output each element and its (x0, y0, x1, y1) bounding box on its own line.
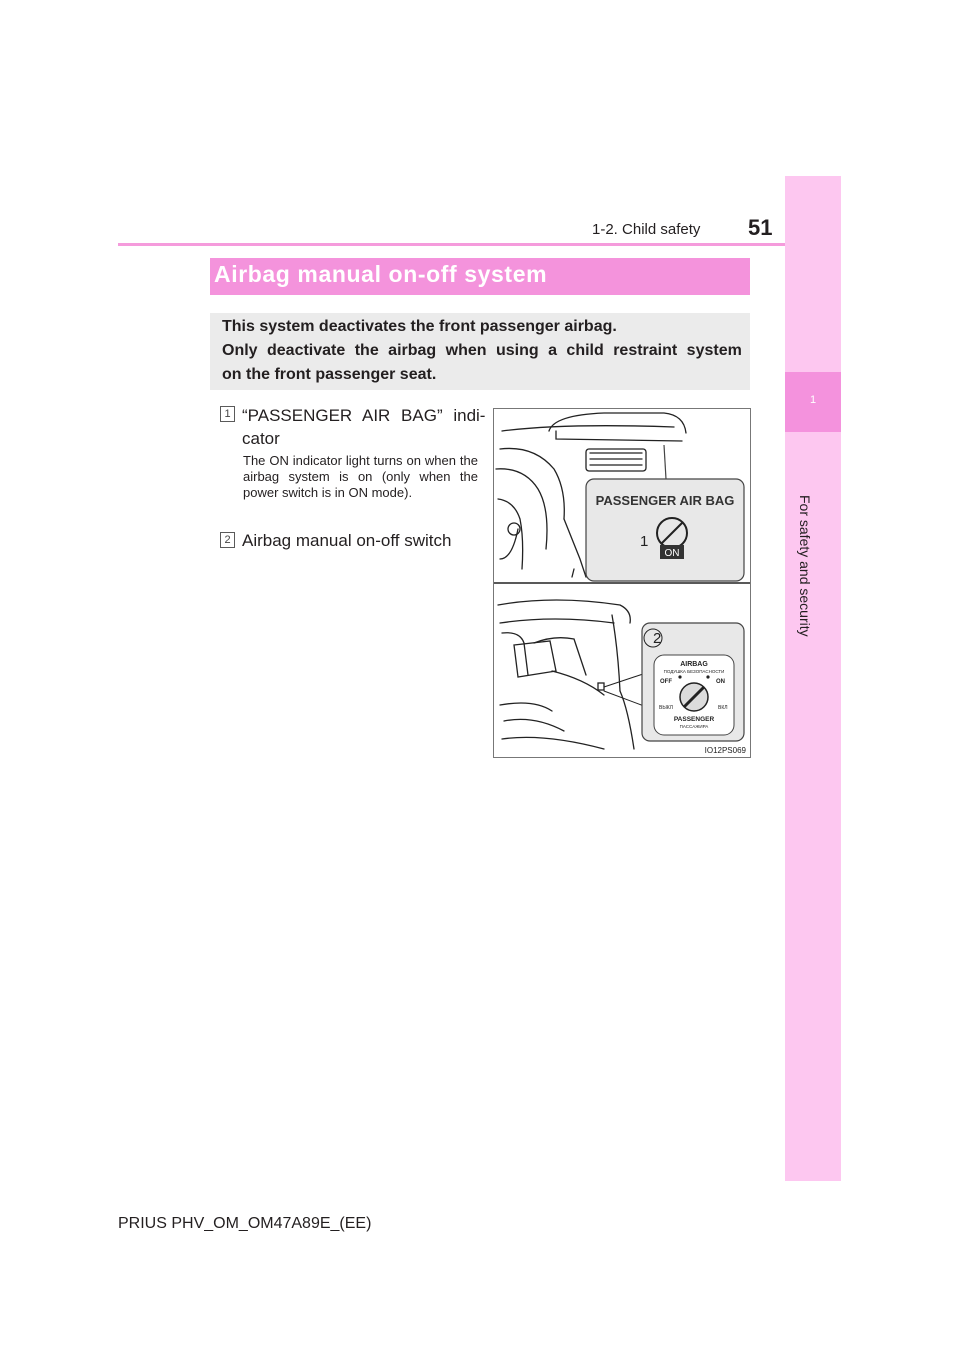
indicator-label: PASSENGER AIR BAG (595, 493, 735, 508)
item-1-description: The ON indicator light turns on when the airbag system is on (only when the power switch is in ON mode). (243, 453, 478, 500)
switch-top-label: AIRBAG (680, 661, 708, 668)
airbag-illustration (493, 408, 751, 758)
switch-bottom-label-ru: ПАССАЖИРА (679, 724, 709, 729)
item-2-number: 2 (220, 532, 235, 548)
page-number: 51 (748, 215, 773, 240)
switch-bottom-label: PASSENGER (673, 716, 715, 723)
switch-off-label-ru: ВЫКЛ (659, 705, 673, 711)
switch-top-label-ru: ПОДУШКА БЕЗОПАСНОСТИ (663, 669, 725, 674)
figure-code: IO12PS069 (704, 746, 746, 755)
chapter-side-tab (785, 176, 841, 1181)
indicator-callout-1: 1 (640, 533, 649, 550)
switch-off-label: OFF (660, 679, 672, 685)
header-rule (118, 243, 785, 246)
illustration-svg (494, 409, 750, 757)
chapter-number: 1 (809, 394, 817, 406)
intro-line-3: on the front passenger seat. (222, 366, 437, 383)
item-1-title-line-1: “PASSENGER AIR BAG” indi- (242, 406, 486, 425)
item-1-title-line-2: cator (242, 429, 280, 448)
footer-document-code: PRIUS PHV_OM_OM47A89E_(EE) (118, 1215, 372, 1232)
intro-line-1: This system deactivates the front passenger airbag. (222, 318, 617, 335)
item-1-number: 1 (220, 406, 235, 422)
item-2-title: Airbag manual on-off switch (242, 531, 452, 550)
page-title: Airbag manual on-off system (214, 261, 548, 287)
on-indicator-label: ON (664, 548, 680, 559)
switch-callout-2: 2 (653, 630, 662, 647)
switch-on-label-ru: ВКЛ (718, 705, 728, 711)
chapter-title: For safety and security (797, 495, 813, 637)
switch-on-label: ON (716, 679, 725, 685)
section-label: 1-2. Child safety (592, 221, 701, 238)
intro-line-2: Only deactivate the airbag when using a child restraint system (222, 342, 742, 359)
